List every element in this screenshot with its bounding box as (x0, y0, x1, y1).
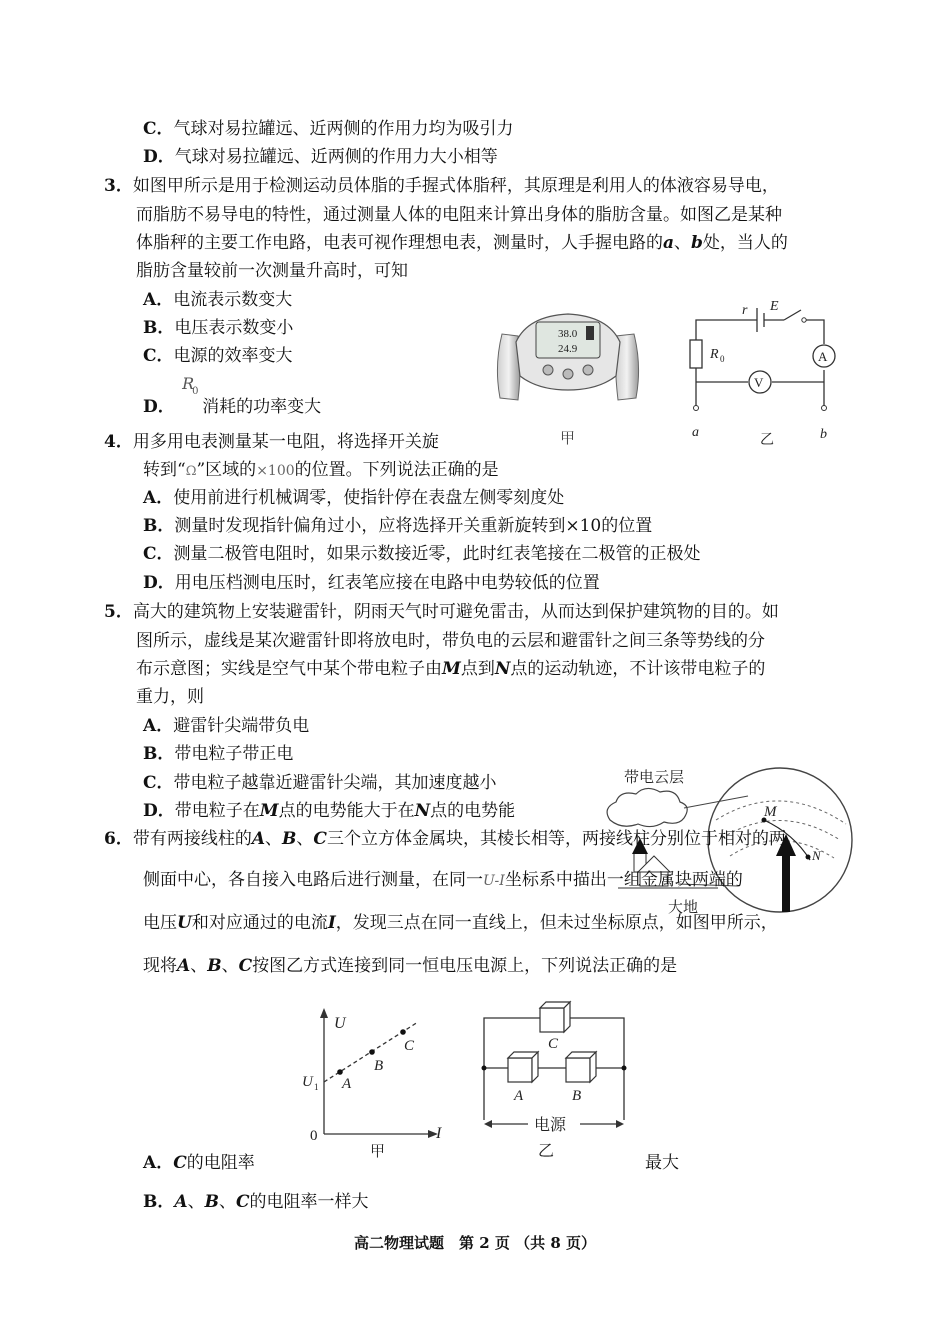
label-E: E (770, 299, 779, 314)
lcd-battery-icon (586, 326, 594, 340)
point-N-label: N (812, 848, 821, 863)
q5-stem-line-1: 5．高大的建筑物上安装避雷针，阴雨天气时可避免雷击，从而达到保护建筑物的目的。如 (104, 602, 779, 622)
cloud-shape (607, 788, 687, 826)
q2-option-c: C．气球对易拉罐远、近两侧的作用力均为吸引力 (143, 119, 514, 139)
point-C-label: C (404, 1038, 415, 1054)
q4-option-d: D．用电压档测电压时，红表笔应接在电路中电势较低的位置 (143, 573, 600, 593)
label-r: r (742, 303, 748, 318)
block-C (540, 1002, 570, 1032)
q3-option-c: C．电源的效率变大 (143, 346, 293, 366)
blocks-circuit-figure (478, 996, 628, 1162)
ammeter-label: A (818, 349, 828, 364)
point-N-dot (806, 855, 811, 860)
intercept-label: U (302, 1074, 313, 1090)
lcd-reading-bottom: 24.9 (558, 343, 578, 355)
device-button-1 (543, 365, 553, 375)
terminal-b (822, 406, 827, 411)
block-B-label: B (572, 1088, 582, 1104)
q3-option-d: D． R 0 消耗的功率变大 (143, 374, 322, 417)
resistor-r0 (690, 340, 702, 368)
q4-option-b: B．测量时发现指针偏角过小，应将选择开关重新旋转到×10的位置 (143, 516, 653, 536)
blocks-figure-caption: 乙 (538, 1143, 555, 1160)
q4-option-a: A．使用前进行机械调零，使指针停在表盘左侧零刻度处 (143, 488, 565, 508)
block-A-label: A (514, 1088, 524, 1104)
q3-figure-yi-caption: 乙 (760, 433, 774, 446)
point-B-label: B (374, 1058, 384, 1074)
ui-graph-caption: 甲 (370, 1144, 386, 1160)
label-a: a (692, 425, 699, 440)
q6-option-a-tail: 最大 (645, 1153, 679, 1173)
label-R0-sub: 0 (720, 354, 725, 364)
q6-stem-line-2: 侧面中心，各自接入电路后进行测量，在同一U-I坐标系中描出一组金属块两端的 (143, 870, 743, 890)
q6-stem-line-1: 6．带有两接线柱的A、B、C三个立方体金属块，其棱长相等，两接线柱分别位于相对的两 (104, 829, 786, 849)
device-button-2 (563, 369, 573, 379)
voltmeter-label: V (754, 375, 764, 390)
block-B (566, 1052, 596, 1082)
label-R0: R (710, 347, 719, 362)
q6-option-b: B．A、B、C的电阻率一样大 (143, 1192, 369, 1212)
q4-stem-line-1: 4．用多用电表测量某一电阻，将选择开关旋 (104, 432, 439, 452)
q6-stem-line-4: 现将A、B、C按图乙方式连接到同一恒电压电源上，下列说法正确的是 (143, 956, 678, 976)
q5-option-c: C．带电粒子越靠近避雷针尖端，其加速度越小 (143, 773, 497, 793)
ground-label: 大地 (668, 900, 699, 916)
q5-option-b: B．带电粒子带正电 (143, 744, 294, 764)
q3-figure-jia-caption: 甲 (560, 429, 576, 447)
lcd-reading-top: 38.0 (558, 328, 578, 340)
block-A (508, 1052, 538, 1082)
point-A (337, 1069, 343, 1075)
q3-option-a: A．电流表示数变大 (143, 290, 293, 310)
q5-option-a: A．避雷针尖端带负电 (143, 716, 310, 736)
q6-stem-line-3: 电压U和对应通过的电流I，发现三点在同一直线上，但未过坐标原点，如图甲所示， (143, 913, 778, 933)
body-fat-scale-figure (488, 306, 648, 406)
q3-option-b: B．电压表示数变小 (143, 318, 294, 338)
point-B (369, 1049, 375, 1055)
source-label: 电源 (534, 1117, 567, 1134)
cloud-label: 带电云层 (624, 770, 685, 786)
point-C (400, 1029, 406, 1035)
label-b: b (820, 427, 827, 442)
q3-stem-line-2: 而脂肪不易导电的特性，通过测量人体的电阻来计算出身体的脂肪含量。如图乙是某种 (136, 205, 782, 225)
axis-I-label: I (436, 1125, 442, 1142)
origin-label: 0 (310, 1128, 318, 1144)
q2-option-d: D．气球对易拉罐远、近两侧的作用力大小相等 (143, 147, 498, 167)
q4-option-c: C．测量二极管电阻时，如果示数接近零，此时红表笔接在二极管的正极处 (143, 544, 701, 564)
q5-stem-line-2: 图所示，虚线是某次避雷针即将放电时，带负电的云层和避雷针之间三条等势线的分 (136, 631, 765, 651)
point-M-label: M (764, 804, 777, 820)
axis-U-label: U (334, 1015, 346, 1032)
terminal-a (694, 406, 699, 411)
switch-contact (802, 318, 806, 322)
q3-stem-line-1: 3．如图甲所示是用于检测运动员体脂的手握式体脂秤，其原理是利用人的体液容易导电， (104, 176, 779, 196)
block-C-label: C (548, 1036, 559, 1052)
q5-option-d: D．带电粒子在M点的电势能大于在N点的电势能 (143, 801, 516, 821)
q3-circuit-figure (680, 296, 840, 446)
point-A-label: A (342, 1076, 352, 1092)
q3-stem-line-3: 体脂秤的主要工作电路，电表可视作理想电表，测量时，人手握电路的a、b处，当人的 (136, 233, 788, 253)
q6-option-a: A．C的电阻率 (143, 1153, 255, 1173)
intercept-sub: 1 (314, 1082, 319, 1092)
q3-stem-line-4: 脂肪含量较前一次测量升高时，可知 (136, 261, 408, 281)
page-footer: 高二物理试题 第 2 页 （共 8 页） (354, 1234, 596, 1252)
q5-stem-line-3: 布示意图；实线是空气中某个带电粒子由M点到N点的运动轨迹，不计该带电粒子的 (136, 659, 766, 679)
ui-graph-figure (300, 1004, 460, 1164)
device-button-3 (583, 365, 593, 375)
q5-stem-line-4: 重力，则 (136, 687, 204, 707)
q4-stem-line-2: 转到“Ω”区域的×100的位置。下列说法正确的是 (143, 460, 499, 480)
